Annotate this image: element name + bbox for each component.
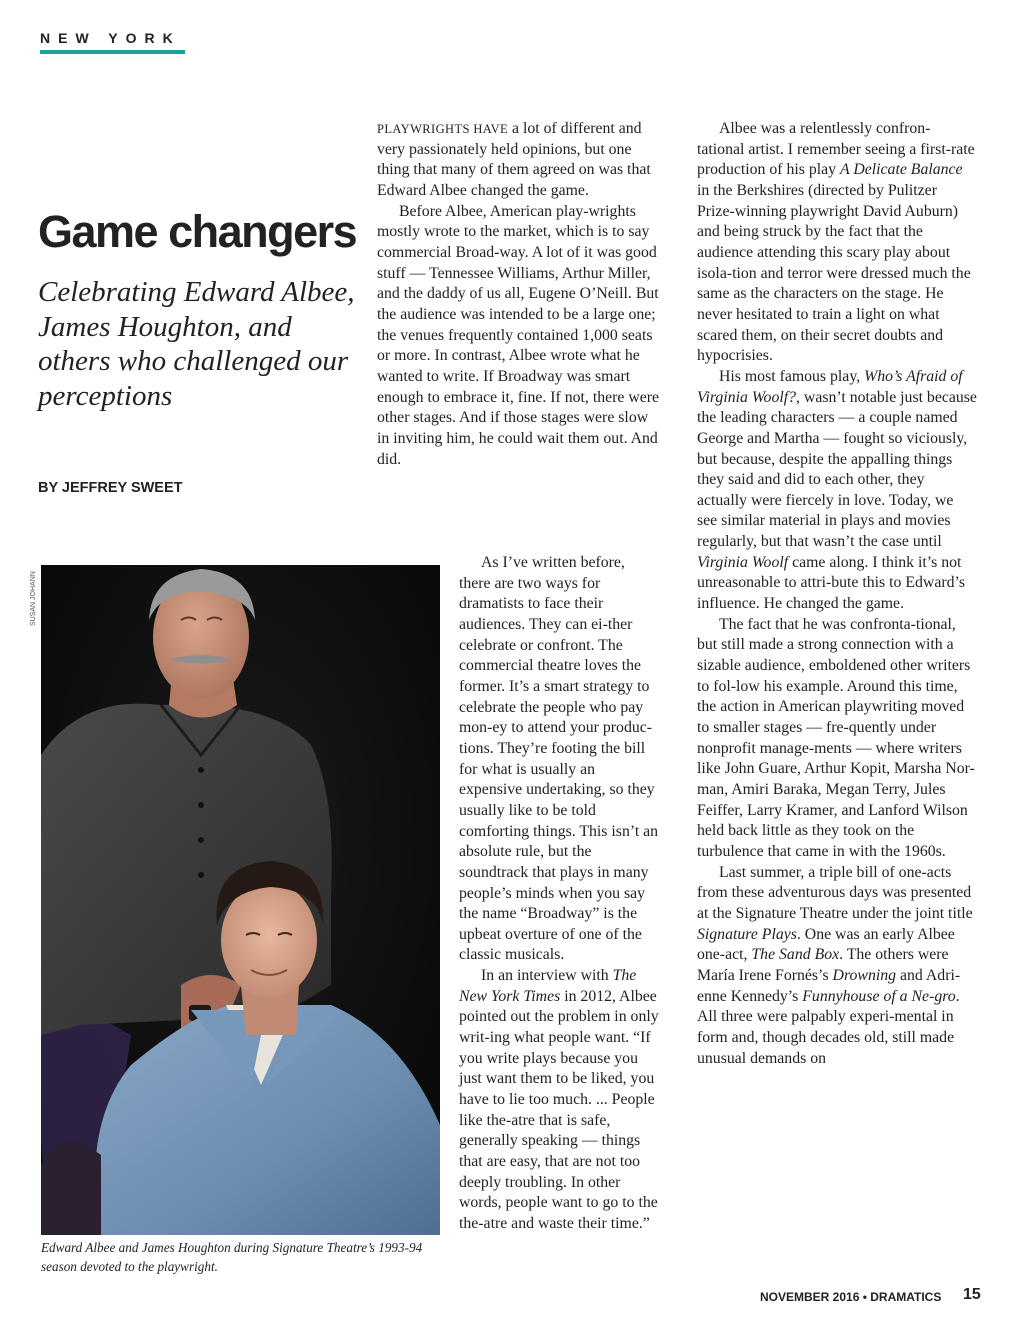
- section-rule: [40, 50, 185, 54]
- paragraph-6: His most famous play, Who’s Afraid of Virginia Woolf?, wasn’t notable just because the leading characters — a couple named George and Martha — fought so viciously, but because, despite the appalling things they said and did to each other, they actually were fiercely in love. Today, we see similar material in plays and movies regularly, but that wasn’t the case until Virginia Woolf came along. I think it’s not unreasonable to attri-bute this to Edward’s influence. He changed the game.: [697, 367, 977, 613]
- title-italic: Drowning: [832, 966, 897, 984]
- paragraph-7: The fact that he was confronta-tional, but still made a strong connection with a sizable audience, emboldened other writers to fol-low his example. Around this time, the action in American playwriting moved to smaller stages — fre-quently under nonprofit manage-ments — where writers like John Guare, Arthur Kopit, Marsha Nor-man, Amiri Baraka, Megan Terry, Jules Feiffer, Larry Kramer, and Lanford Wilson held back little as they took on the turbulence that came in with the 1960s.: [697, 615, 975, 860]
- paragraph-2: Before Albee, American play-wrights mostly wrote to the market, which is to say commercial Broad-way. A lot of it was good stuff — Tennessee Williams, Arthur Miller, and the daddy of us all, Eugene O’Neill. But the audience was intended to be a large one; the venues frequently contained 1,000 seats or more. In contrast, Albee wrote what he wanted to write. If Broadway was smart enough to embrace it, fine. If not, there were other stages. And if those stages were slow in inviting him, he could wait them out. And did.: [377, 202, 660, 468]
- photo-credit: SUSAN JOHANN: [30, 571, 37, 626]
- article-column-3: [697, 119, 977, 1069]
- headline: Game changers: [38, 206, 357, 257]
- title-italic: A Delicate Balance: [840, 161, 963, 179]
- paragraph-8: Last summer, a triple bill of one-acts from these adventurous days was presented at the Signature Theatre under the joint title Signature Plays. One was an early Albee one-act, The Sand Box. The others were María Irene Fornés’s Drowning and Adri-enne Kennedy’s Funnyhouse of a Ne-gro. All three were palpably experi-mental in form and, though decades old, still made unusual demands on: [697, 863, 973, 1067]
- deck: Celebrating Edward Albee, James Houghton, and others who challenged our perceptions: [38, 276, 355, 412]
- lead-in: PLAYWRIGHTS HAVE: [377, 122, 509, 136]
- page-number: 15: [963, 1286, 981, 1303]
- title-italic: Who’s Afraid of Virginia Woolf?: [697, 367, 963, 406]
- title-italic: Signature Plays: [697, 925, 797, 943]
- byline: BY JEFFREY SWEET: [38, 480, 183, 496]
- title-italic: Funnyhouse of a Ne-gro: [802, 987, 956, 1005]
- title-italic: Virginia Woolf: [697, 553, 789, 571]
- article-column-2: [459, 553, 659, 1235]
- paragraph-3: As I’ve written before, there are two ways for dramatists to face their audiences. They can ei-ther celebrate or confront. The commercial theatre loves the former. It’s a smart strategy to celebrate the people who pay mon-ey to attend your produc-tions. They’re footing the bill for what is usually an expensive undertaking, so they usually like to be told comforting things. This isn’t an absolute rule, but the soundtrack that plays in many people’s minds when you say the name “Broadway” is the upbeat overture of one of the classic musicals.: [459, 554, 659, 964]
- section-label: NEW YORK: [40, 30, 181, 46]
- article-column-1: [377, 119, 661, 470]
- paragraph-4: In an interview with The New York Times in 2012, Albee pointed out the problem in only writ-ing what people want. “If you write plays because you just want them to be liked, you have to lie too much. ... People like the-atre that is safe, generally speaking — things that are easy, that are not too deeply troubling. In other words, people want to go to the the-atre and waste their time.”: [459, 967, 659, 1232]
- title-italic: The Sand Box: [751, 946, 840, 964]
- photo-caption: Edward Albee and James Houghton during Signature Theatre’s 1993-94 season devoted to the playwright.: [41, 1240, 423, 1274]
- title-italic: The New York Times: [459, 967, 637, 1005]
- footer-issue: NOVEMBER 2016 • DRAMATICS: [760, 1290, 942, 1304]
- photo-albee-houghton: [41, 565, 440, 1235]
- paragraph-5: Albee was a relentlessly confron-tational artist. I remember seeing a first-rate production of his play A Delicate Balance in the Berkshires (directed by Pulitzer Prize-winning playwright David Auburn) and being struck by the fact that the audience attending this scary play about isola-tion and terror were dressed much the same as the characters on the stage. He never hesitated to train a light on what scared them, on their secret doubts and hypocrisies.: [697, 120, 975, 365]
- paragraph-1: PLAYWRIGHTS HAVE a lot of different and very passionately held opinions, but one thing that many of them agreed on was that Edward Albee changed the game.: [377, 120, 651, 199]
